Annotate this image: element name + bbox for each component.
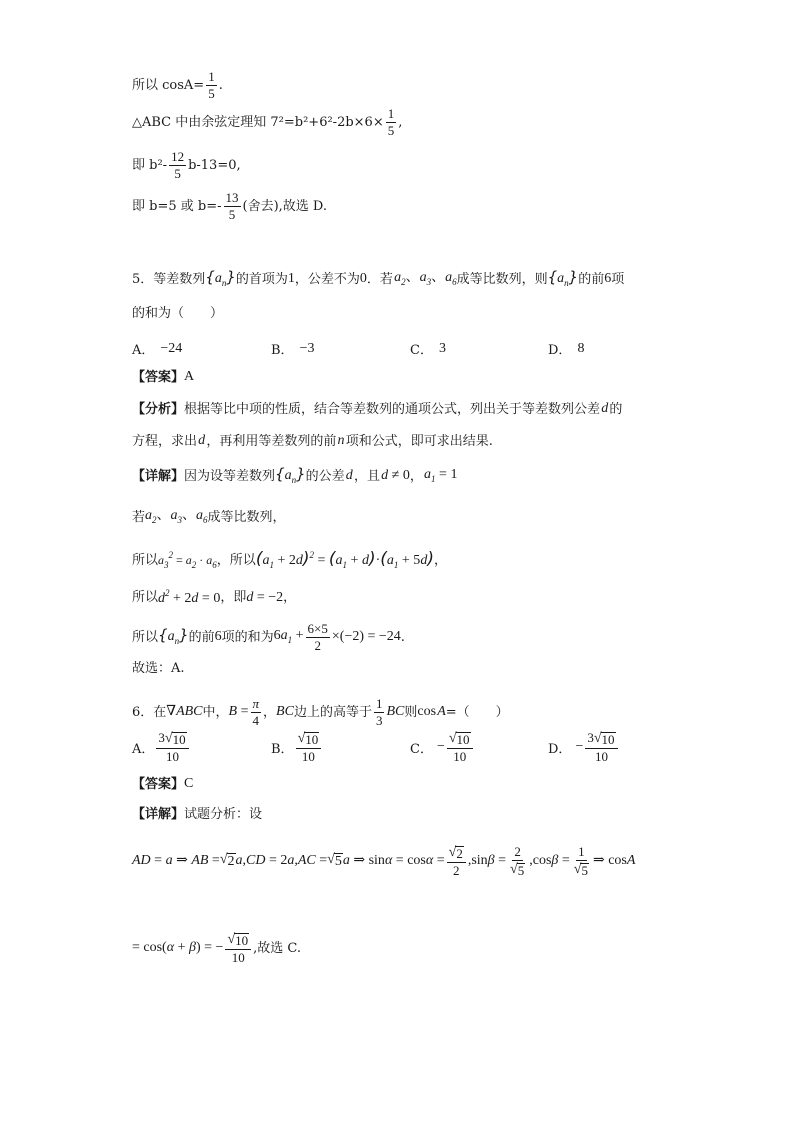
solution-line-conclusion: 即 b=5 或 b=- $\frac{13}{5}$ (舍去),故选 D. [132, 190, 328, 222]
q6-answer: 【答案】 C [132, 776, 194, 792]
q6-stem: 6． 在 ∇ ABC 中， B = $\frac{\pi}{4}$ ， BC 边上的高等于 $\frac{1}{3}$ BC 则 cos A =（ ） [132, 696, 509, 728]
fraction: $\frac{13}{5}$ [225, 190, 239, 222]
fraction: $\frac{1}{5}$ [387, 106, 395, 138]
q6-option-c: C． − √ 10 10 [410, 731, 475, 764]
q5-detail-line1: 【详解】 因为设等差数列 $\{a_n\}$ 的公差 d ，且 d ≠ 0 ， $a_1 = 1$ [132, 465, 458, 485]
q5-option-c: C． 3 [410, 340, 446, 358]
q5-answer: 【答案】 A [132, 369, 195, 385]
q5-detail-line3: 所以 $a_3^2 = a_2 \cdot a_6$ ，所以 $(a_1 + 2d)^2 = (a_1 + d)\cdot(a_1 + 5d)$ ， [132, 549, 447, 570]
fraction: $\frac{6\times 5}{2}$ [307, 621, 328, 653]
solution-line-cosine-law: △ABC 中由余弦定理知 7²=b²+6²-2b×6× $\frac{1}{5}$ , [132, 106, 403, 138]
fraction: $\frac{12}{5}$ [171, 149, 185, 181]
q5-analysis-line1: 【分析】 根据等比中项的性质，结合等差数列的通项公式，列出关于等差数列公差 d 的 [132, 401, 623, 417]
terms-a2-a3-a6: $a_2$、$a_3$、$a_6$ [392, 270, 457, 287]
q5-detail-line4: 所以 $d^2 + 2d = 0$ ，即 d = −2 ， [132, 588, 297, 606]
sequence-an: $\{a_n\}$ [205, 268, 236, 288]
q5-option-d: D． 8 [548, 340, 585, 358]
q5-option-b: B． −3 [271, 340, 315, 358]
q6-derivation-line1: AD = a ⇒ AB = √ 2 a,CD = 2a,AC = √ 5 a ⇒ sinα = cosα = √ 2 2 ,sinβ = 2 √ 5 ,cosβ = 1 √ 5 ⇒ cosA [132, 844, 636, 879]
q6-derivation-line2: = cos(α + β) = − √ 10 10 ,故选 C. [132, 932, 302, 966]
q6-detail: 【详解】 试题分析：设 [132, 807, 263, 822]
q5-stem-line1: 5． 等差数列 $\{a_n\}$ 的首项为 1 ，公差不为 0 ．若 $a_2$、$a_3$、$a_6$ 成等比数列，则 $\{a_n\}$ 的前 6 项 [132, 268, 625, 288]
solution-line-cosA: 所以 cosA= $\frac{1}{5}$ . [132, 69, 223, 101]
solution-line-quadratic: 即 b²- $\frac{12}{5}$ b-13=0, [132, 149, 241, 181]
q6-option-d: D． − 3 √ 10 10 [548, 731, 620, 764]
sequence-an: $\{a_n\}$ [547, 268, 579, 288]
q5-option-a: A． −24 [132, 340, 183, 358]
q5-stem-line2: 的和为（ ） [132, 306, 224, 321]
q5-detail-line5: 所以 $\{a_n\}$ 的前 6 项的和为 $6a_1$ + $\frac{6\times 5}{2}$ ×(−2) = −24 . [132, 621, 405, 653]
q5-detail-line2: 若 $a_2$、$a_3$、$a_6$ 成等比数列， [132, 508, 286, 525]
q5-conclusion: 故选：A. [132, 661, 185, 676]
q6-option-b: B． √ 10 10 [271, 731, 323, 764]
q5-analysis-line2: 方程，求出 d ，再利用等差数列的前 n 项和公式，即可求出结果. [132, 433, 493, 449]
fraction: $\frac{1}{3}$ [375, 696, 383, 728]
fraction: $\frac{\pi}{4}$ [252, 696, 260, 728]
fraction: $\frac{1}{5}$ [208, 69, 215, 101]
q6-option-a: A． 3 √ 10 10 [132, 731, 191, 764]
